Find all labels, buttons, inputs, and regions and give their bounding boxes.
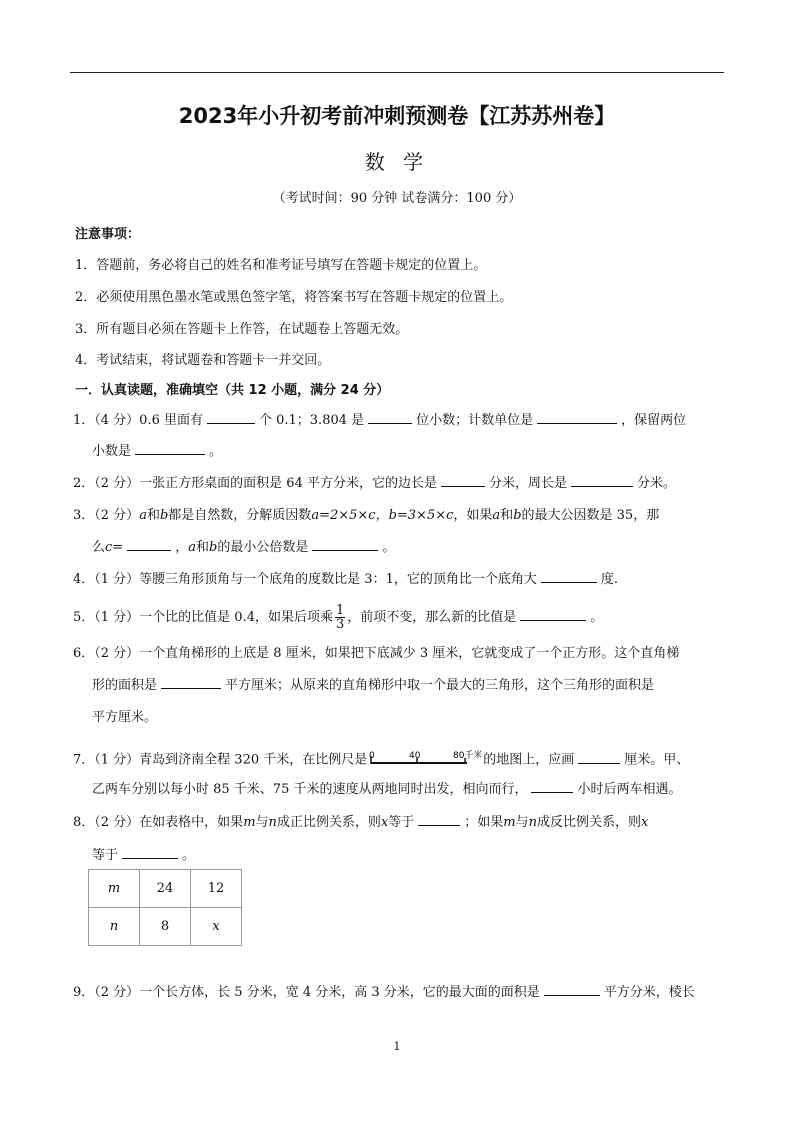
answer-blank[interactable] [135, 442, 205, 455]
table-cell: x [191, 908, 242, 946]
table-cell: 8 [140, 908, 191, 946]
table-row [89, 870, 242, 908]
question-2: 2．（2 分）一张正方形桌面的面积是 64 平方分米，它的边长是 分米，周长是 分米。 [73, 476, 677, 491]
scale-label: 40 [409, 751, 421, 761]
exam-info: （考试时间：90 分钟 试卷满分：100 分） [272, 191, 522, 206]
note-item: 3．所有题目必须在答题卡上作答，在试题卷上答题无效。 [75, 322, 409, 337]
question-7: 7．（1 分）青岛到济南全程 320 千米，在比例尺是 0 40 80千米 的地图上，应画 厘米。甲、 [73, 750, 725, 771]
answer-blank[interactable] [127, 538, 171, 551]
notes-title: 注意事项： [75, 227, 141, 242]
question-7-cont: 乙两车分别以每小时 85 千米、75 千米的速度从两地同时出发，相向而行， 小时后两车相遇。 [92, 782, 682, 797]
answer-blank[interactable] [544, 983, 600, 996]
question-8: 8．（2 分）在如表格中，如果m与n成正比例关系，则x等于 ；如果m与n成反比例关系，则x [73, 815, 649, 830]
question-6-cont: 形的面积是 平方厘米；从原来的直角梯形中取一个最大的三角形，这个三角形的面积是 [92, 678, 655, 693]
scale-label: 80千米 [453, 751, 482, 761]
question-8-cont: 等于 。 [92, 848, 196, 863]
answer-blank[interactable] [520, 608, 586, 621]
answer-blank[interactable] [571, 474, 633, 487]
question-3: 3．（2 分）a和b都是自然数，分解质因数a=2×5×c，b=3×5×c，如果a和b的最大公因数是 35，那 [73, 508, 660, 523]
table-cell: n [89, 908, 140, 946]
answer-blank[interactable] [368, 411, 412, 424]
question-3-cont: 么c= ，a和b的最小公倍数是 。 [92, 540, 396, 555]
question-1: 1．（4 分）0.6 里面有 个 0.1；3.804 是 位小数；计数单位是 ，保留两位 [73, 413, 687, 428]
scale-bar-graphic [369, 750, 481, 770]
answer-blank[interactable] [312, 538, 378, 551]
note-item: 2．必须使用黑色墨水笔或黑色签字笔，将答案书写在答题卡规定的位置上。 [75, 290, 513, 305]
scale-label: 0 [369, 751, 375, 761]
page-number: 1 [393, 1040, 401, 1053]
table-cell: 12 [191, 870, 242, 908]
answer-blank[interactable] [578, 751, 620, 764]
answer-blank[interactable] [122, 846, 178, 859]
page-title: 2023年小升初考前冲刺预测卷【江苏苏州卷】 [178, 104, 616, 128]
question-6-cont2: 平方厘米。 [92, 710, 158, 725]
scale-bar [369, 750, 481, 770]
table-cell: 24 [140, 870, 191, 908]
question-1-cont: 小数是 。 [92, 444, 223, 459]
answer-blank[interactable] [207, 411, 255, 424]
answer-blank[interactable] [441, 474, 485, 487]
section-title: 一．认真读题，准确填空（共 12 小题，满分 24 分） [75, 383, 390, 398]
table-row [89, 908, 242, 946]
subject-title: 数 学 [364, 150, 430, 174]
question-9: 9．（2 分）一个长方体，长 5 分米，宽 4 分米，高 3 分米，它的最大面的面积是 平方分米，棱长 [73, 985, 695, 1000]
proportion-table [88, 869, 242, 946]
answer-blank[interactable] [418, 813, 460, 826]
note-item: 1．答题前，务必将自己的姓名和准考证号填写在答题卡规定的位置上。 [75, 258, 487, 273]
question-4: 4．（1 分）等腰三角形顶角与一个底角的度数比是 3：1，它的顶角比一个底角大 度. [73, 572, 618, 587]
answer-blank[interactable] [537, 411, 617, 424]
header-rule [70, 72, 724, 73]
fraction-one-third: $\frac{1}{3}$ [335, 603, 345, 632]
answer-blank[interactable] [541, 570, 597, 583]
question-6: 6．（2 分）一个直角梯形的上底是 8 厘米，如果把下底减少 3 厘米，它就变成了一个正方形。这个直角梯 [73, 646, 680, 661]
answer-blank[interactable] [161, 676, 221, 689]
answer-blank[interactable] [531, 780, 573, 793]
table-cell: m [89, 870, 140, 908]
note-item: 4．考试结束，将试题卷和答题卡一并交回。 [75, 353, 331, 368]
question-5: 5．（1 分）一个比的比值是 0.4，如果后项乘 $\frac{1}{3}$ ，前项不变，那么新的比值是 。 [73, 603, 604, 632]
